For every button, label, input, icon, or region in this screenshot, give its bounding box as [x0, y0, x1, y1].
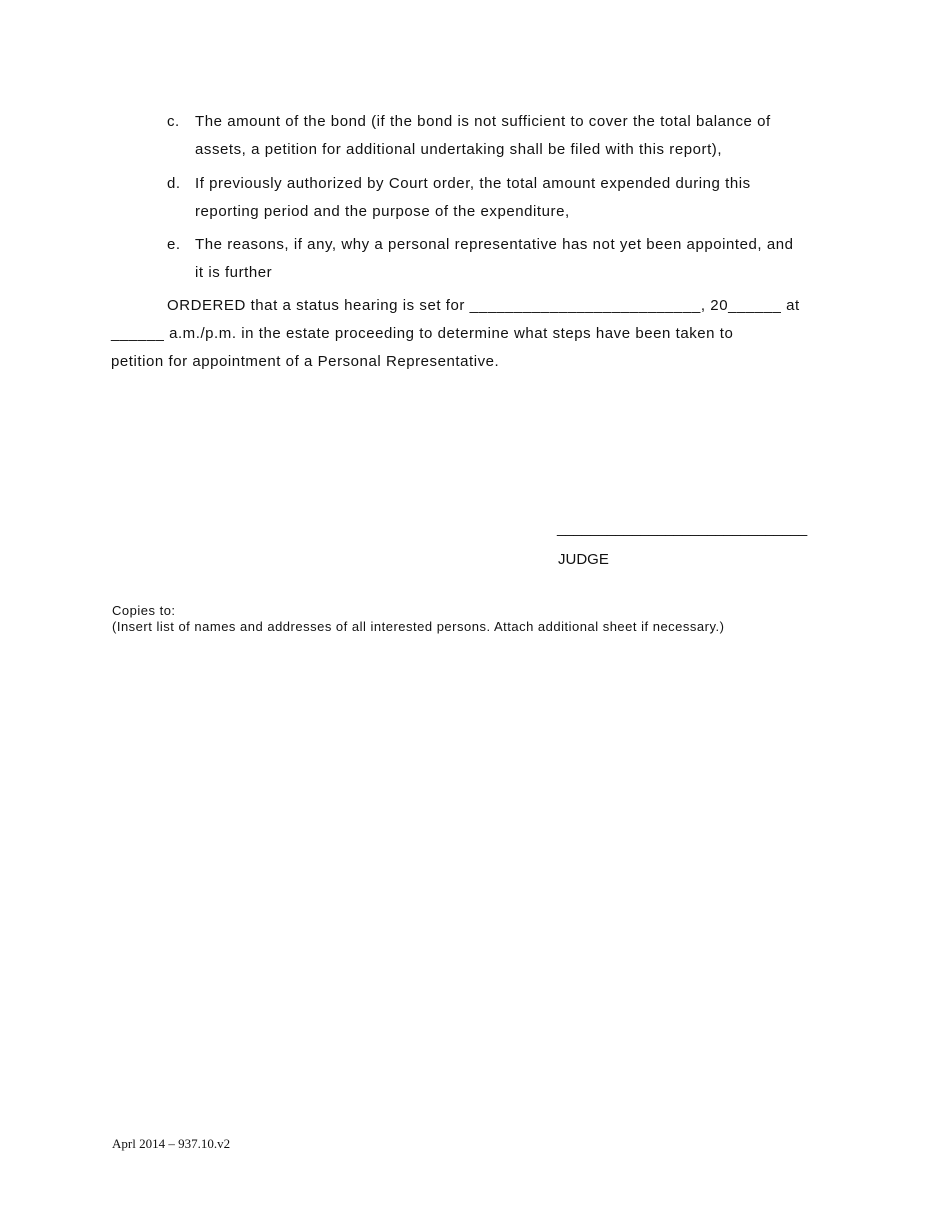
copies-heading: Copies to: — [112, 603, 176, 618]
item-text: reporting period and the purpose of the expenditure, — [195, 203, 570, 220]
copies-instruction: (Insert list of names and addresses of all interested persons. Attach additional sheet if necessary.) — [112, 619, 725, 634]
item-text: it is further — [195, 264, 273, 281]
footer-version: Aprl 2014 – 937.10.v2 — [112, 1136, 231, 1151]
item-text: The amount of the bond (if the bond is not sufficient to cover the total balance of — [195, 113, 771, 130]
signature-title: JUDGE — [558, 551, 609, 568]
item-label: c. — [167, 113, 180, 130]
item-label: d. — [167, 175, 181, 192]
signature-line: ______________________________ — [557, 520, 808, 537]
order-line: ORDERED that a status hearing is set for __________________________, 20______ at — [167, 297, 800, 314]
item-text: If previously authorized by Court order, the total amount expended during this — [195, 175, 751, 192]
item-label: e. — [167, 236, 181, 253]
order-line: ______ a.m./p.m. in the estate proceeding to determine what steps have been taken to — [111, 325, 734, 342]
item-text: The reasons, if any, why a personal representative has not yet been appointed, and — [195, 236, 794, 253]
order-line: petition for appointment of a Personal Representative. — [111, 353, 500, 370]
item-text: assets, a petition for additional undertaking shall be filed with this report), — [195, 141, 723, 158]
